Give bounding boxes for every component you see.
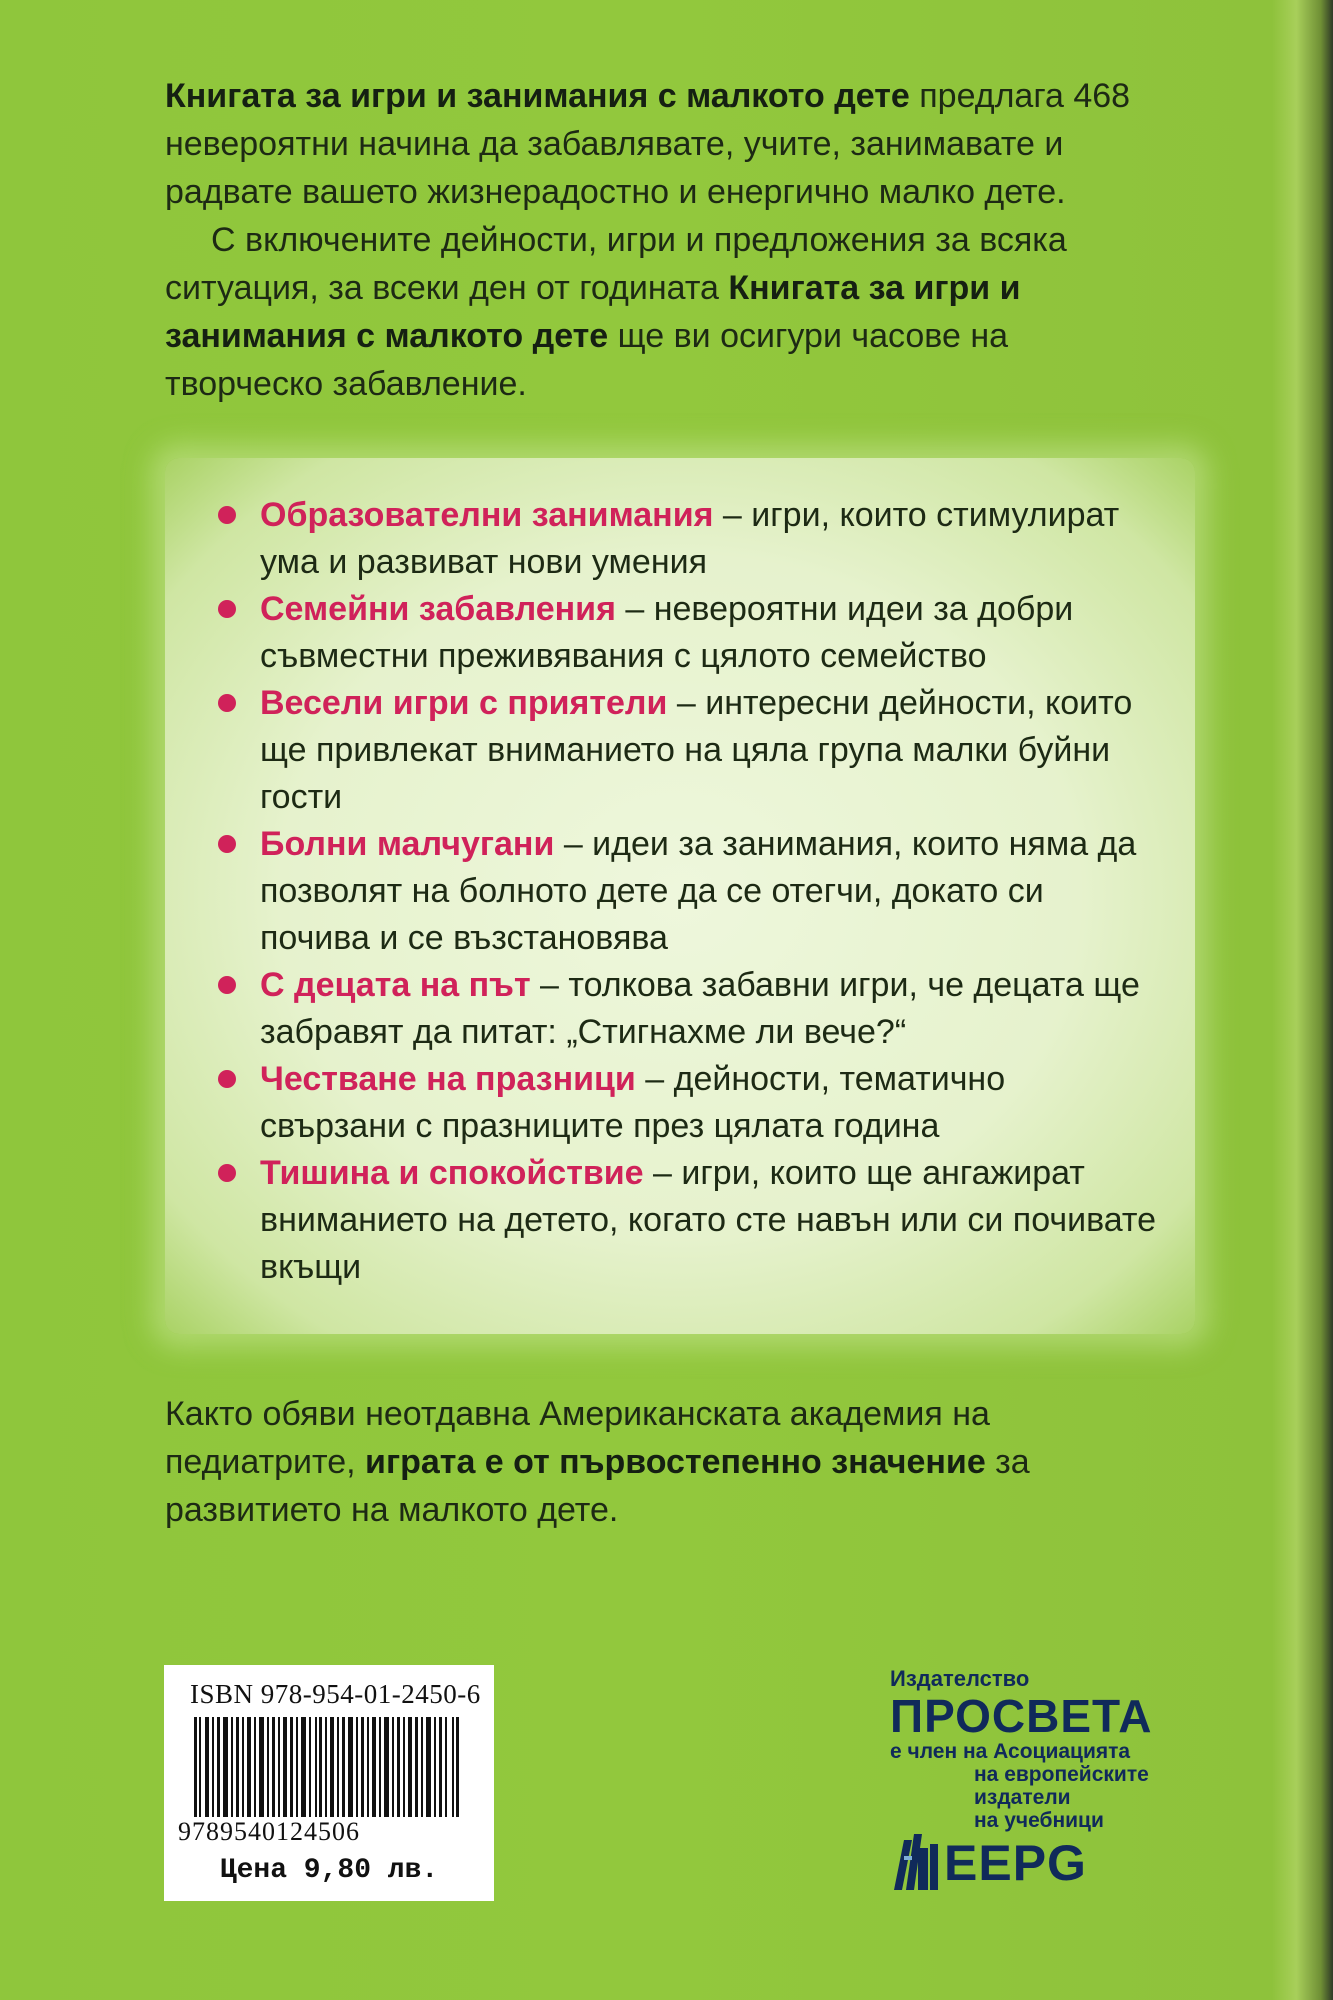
book-title-bold: Книгата за игри и занимания с малкото дете [165,77,910,115]
eepg-logo [890,1820,1150,1900]
publisher-membership [890,1740,1190,1832]
price-label: Цена 9,80 лв. [219,1855,439,1886]
feature-title: Весели игри с приятели [260,684,668,722]
feature-title: Честване на празници [260,1060,636,1098]
books-icon [890,1820,940,1900]
feature-item [260,1056,1160,1150]
intro-text [165,72,1165,408]
feature-title: Семейни забавления [260,590,616,628]
intro-p2-end: ще ви осигури часове на творческо забавление. [165,317,1009,403]
intro-p2-start: С включените дейности, игри и предложения за всяка ситуация, за всеки ден от годината [165,221,1067,307]
outro-start: Както обяви неотдавна Американската академия на педиатрите, [165,1395,990,1481]
feature-text: – идеи за занимания, които няма да позволят на болното дете да се отегчи, докато си почива и се възстановява [260,825,1137,957]
eepg-text: EEPG [944,1835,1087,1891]
isbn-number: ISBN 978-954-01-2450-6 [190,1679,481,1709]
feature-text: – толкова забавни игри, че децата ще забравят да питат: „Стигнахме ли вече?“ [260,966,1140,1051]
feature-title: Болни малчугани [260,825,555,863]
book-title-bold-2: Книгата за игри и занимания с малкото дете [165,269,1021,355]
outro-bold: играта е от първостепенно значение [365,1443,986,1481]
feature-title: Тишина и спокойствие [260,1154,644,1192]
outro-text [165,1390,1185,1534]
features-list [260,492,1160,1291]
feature-title: С децата на път [260,966,531,1004]
bullet-dot-icon [218,694,236,712]
intro-paragraph-2 [165,216,1165,408]
feature-text: – невероятни идеи за добри съвместни преживявания с цялото семейство [260,590,1074,675]
bullet-dot-icon [218,600,236,618]
publisher-name: ПРОСВЕТА [890,1690,1153,1742]
barcode-digits: 9789540124506 [178,1817,483,1847]
feature-text: – дейности, тематично свързани с празниците през цялата година [260,1060,1006,1145]
feature-text: – игри, които ще ангажират вниманието на детето, когато сте навън или си почивате вкъщи [260,1154,1157,1286]
feature-title: Образователни занимания [260,496,714,534]
intro-paragraph-1 [165,72,1165,216]
membership-line: на учебници [974,1809,1104,1832]
bullet-dot-icon [218,1070,236,1088]
intro-p1-text: предлага 468 невероятни начина да забавлявате, учите, занимавате и радвате вашето жизнерадостно и енергично малко дете. [165,77,1131,211]
membership-line: издатели [974,1786,1071,1809]
publisher-block [890,1666,1190,1832]
feature-item [260,492,1160,586]
outro-end: за развитието на малкото дете. [165,1443,1030,1529]
bullet-dot-icon [218,506,236,524]
bullet-dot-icon [218,1164,236,1182]
feature-item [260,586,1160,680]
membership-line: на европейските [974,1763,1149,1786]
feature-item [260,821,1160,962]
feature-text: – игри, които стимулират ума и развиват нови умения [260,496,1120,581]
publisher-label: Издателство [890,1666,1030,1691]
membership-line: е член на Асоциацията [890,1740,1131,1763]
feature-item [260,1150,1160,1291]
feature-text: – интересни дейности, които ще привлекат вниманието на цяла група малки буйни гости [260,684,1133,816]
bullet-dot-icon [218,835,236,853]
bullet-dot-icon [218,976,236,994]
cover-edge [1272,0,1333,2000]
feature-item [260,680,1160,821]
barcode-label [164,1665,494,1901]
feature-item [260,962,1160,1056]
outro-paragraph [165,1390,1185,1534]
